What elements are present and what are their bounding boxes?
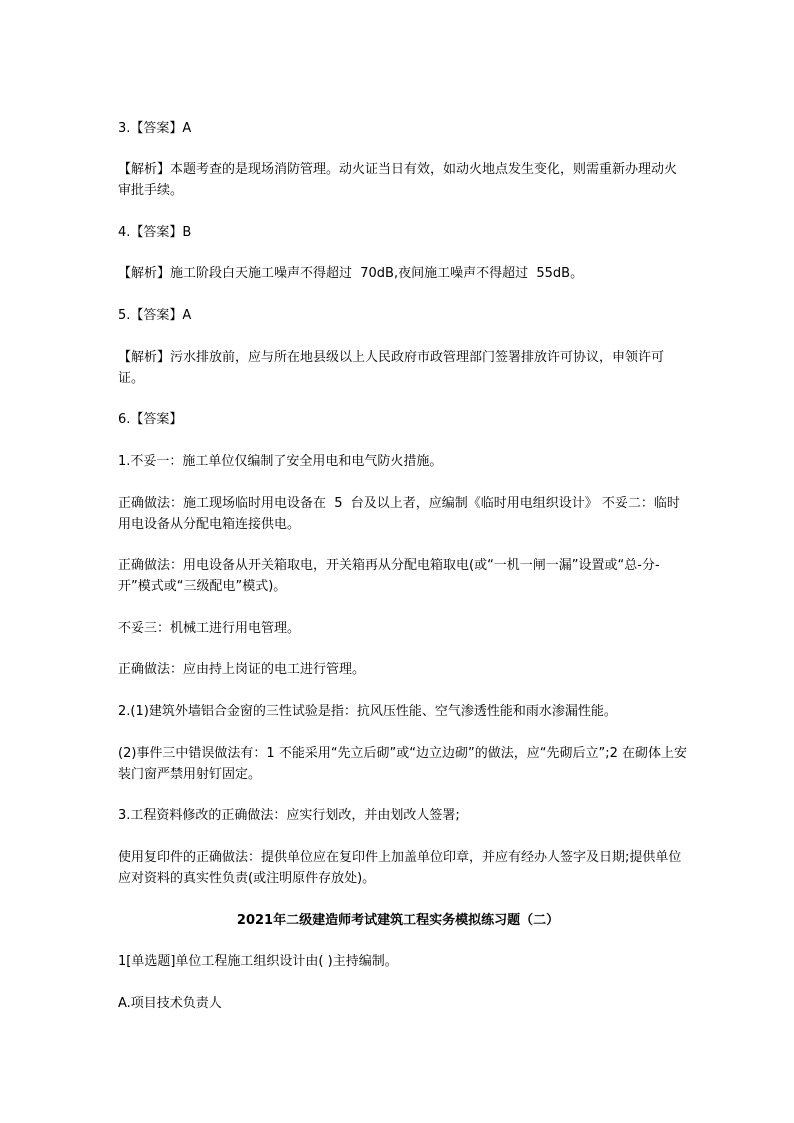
item-3: 3.工程资料修改的正确做法：应实行划改，并由划改人签署; [118, 808, 460, 823]
item-2-1: 2.(1)建筑外墙铝合金窗的三性试验是指：抗风压性能、空气渗透性能和雨水渗漏性能。 [118, 704, 617, 719]
correct-2: 正确做法：用电设备从开关箱取电，开关箱再从分配电箱取电(或“一机一闸一漏”设置或“总-分-开”模式或“三级配电”模式)。 [118, 558, 660, 594]
answer-6: 6.【答案】 [118, 412, 183, 427]
question-1: 1[单选题]单位工程施工组织设计由( )主持编制。 [118, 954, 398, 969]
analysis-5: 【解析】污水排放前，应与所在地县级以上人民政府市政管理部门签署排放许可协议，申领许可证。 [118, 350, 665, 386]
correct-1: 正确做法：施工现场临时用电设备在 5 台及以上者，应编制《临时用电组织设计》 不妥二：临时用电设备从分配电箱连接供电。 [118, 496, 680, 532]
answer-3: 3.【答案】A [118, 121, 192, 136]
improper-3: 不妥三：机械工进行用电管理。 [118, 621, 301, 636]
answer-4: 4.【答案】B [118, 225, 192, 240]
analysis-3: 【解析】本题考查的是现场消防管理。动火证当日有效，如动火地点发生变化，则需重新办理动火审批手续。 [118, 162, 678, 198]
answer-5: 5.【答案】A [118, 308, 192, 323]
improper-1: 1.不妥一：施工单位仅编制了安全用电和电气防火措施。 [118, 454, 443, 469]
analysis-4: 【解析】施工阶段白天施工噪声不得超过 70dB,夜间施工噪声不得超过 55dB。 [118, 266, 584, 281]
correct-3: 正确做法：应由持上岗证的电工进行管理。 [118, 662, 366, 677]
section-title: 2021年二级建造师考试建筑工程实务模拟练习题（二） [236, 913, 560, 928]
item-2-2: (2)事件三中错误做法有：1 不能采用“先立后砌”或“边立边砌”的做法，应“先砌后立”;2 在砌体上安装门窗严禁用射钉固定。 [118, 746, 688, 782]
option-a: A.项目技术负责人 [118, 996, 222, 1011]
item-3-copy: 使用复印件的正确做法：提供单位应在复印件上加盖单位印章，并应有经办人签字及日期;提供单位应对资料的真实性负责(或注明原件存放处)。 [118, 850, 682, 886]
